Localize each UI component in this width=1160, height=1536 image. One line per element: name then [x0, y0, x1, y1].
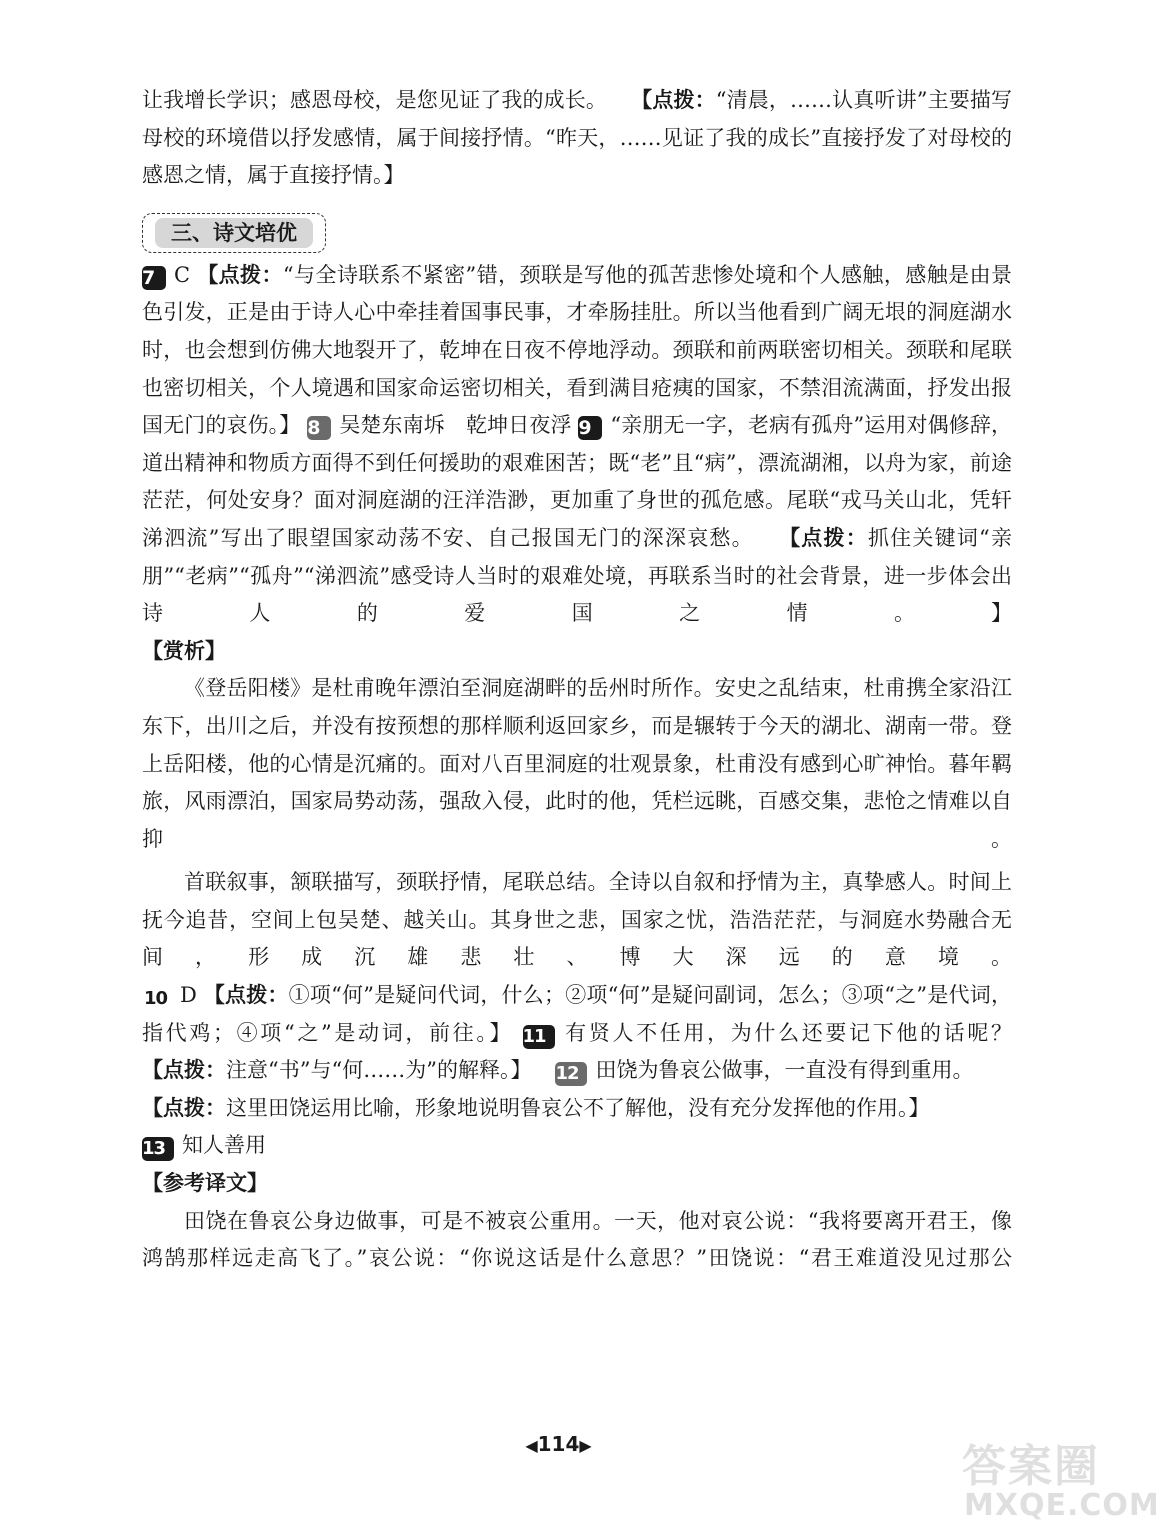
q12-hint-label: 【点拨：	[142, 1095, 226, 1120]
q9-answer: “亲朋无一字，老病有孤舟”运用对偶修辞，道出精神和物质方面得不到任何援助的艰难困苦；既“老”且“病”，漂流湖湘，以舟为家，前途茫茫，何处安身？面对洞庭湖的汪洋浩渺，更加重了身世的孤危感。尾联“戎马关山北，凭轩涕泗流”写出了眼望国家动荡不安、自己报国无门的深深哀愁。	[142, 413, 1012, 550]
question-7-block	[142, 257, 1012, 633]
q12-hint: 这里田饶运用比喻，形象地说明鲁哀公不了解他，没有充分发挥他的作用。】	[226, 1095, 930, 1120]
q11-hint: 注意“书”与“何……为”的解释。】	[226, 1058, 532, 1083]
question-11-hint-line	[142, 1052, 1012, 1090]
intro-text: 让我增长学识；感恩母校，是您见证了我的成长。	[142, 88, 608, 112]
page-number-text: 114	[537, 1432, 580, 1456]
appreciation-label: 【赏析】	[142, 638, 226, 663]
q9-hint: 抓住关键词“亲朋”“老病”“孤舟”“涕泗流”感受诗人当时的艰难处境，再联系当时的社会背景，进一步体会出诗人的爱国之情。】	[142, 525, 1012, 626]
page-number-left-mark: ◀	[525, 1436, 538, 1455]
hint-label: 【点拨：	[631, 88, 716, 112]
q8-answer: 吴楚东南坼 乾坤日夜浮	[339, 413, 572, 438]
q12-answer: 田饶为鲁哀公做事，一直没有得到重用。	[595, 1058, 974, 1083]
appreciation-paragraph-1: 《登岳阳楼》是杜甫晚年漂泊至洞庭湖畔的岳州时所作。安史之乱结束，杜甫携全家沿江东下，出川之后，并没有按预想的那样顺利返回家乡，而是辗转于今天的湖北、湖南一带。登上岳阳楼，他的心情是沉痛的。面对八百里洞庭的壮观景象，杜甫没有感到心旷神怡。暮年羁旅，风雨漂泊，国家局势动荡，强敌入侵，此时的他，凭栏远眺，百感交集，悲怆之情难以自抑。	[142, 676, 1012, 851]
question-number-8: 8	[307, 416, 331, 440]
watermark-logo	[960, 1430, 1160, 1525]
q10-hint: ①项“何”是疑问代词，什么；②项“何”是疑问副词，怎么；③项“之”是代词，指代鸡；④项“之”是动词，前往。】	[142, 983, 1012, 1045]
appreciation-paragraph-2: 首联叙事，颔联描写，颈联抒情，尾联总结。全诗以自叙和抒情为主，真挚感人。时间上抚今追昔，空间上包吴楚、越关山。其身世之悲，国家之忧，浩浩茫茫，与洞庭水势融合无间，形成沉雄悲壮、博大深远的意境。	[142, 870, 1012, 970]
section-heading	[142, 213, 326, 253]
page-number-right-mark: ▶	[579, 1436, 592, 1455]
question-number-13: 13	[142, 1137, 174, 1161]
page-body	[142, 82, 1012, 1278]
q10-hint-label: 【点拨：	[203, 983, 289, 1008]
q7-hint-label: 【点拨：	[197, 262, 283, 287]
translation-paragraph-1: 田饶在鲁哀公身边做事，可是不被哀公重用。一天，他对哀公说：“我将要离开君王，像鸿鹄那样远走高飞了。”哀公说：“你说这话是什么意思？”田饶说：“君王难道没见过那公	[142, 1208, 1012, 1271]
q11-hint-label: 【点拨：	[142, 1058, 226, 1083]
watermark-logo-text: 答案圈	[962, 1441, 1100, 1492]
question-13-block	[142, 1127, 1012, 1165]
q10-answer: D	[180, 983, 197, 1008]
watermark-site-text: MXQE.COM	[964, 1488, 1160, 1523]
question-number-9: 9	[578, 416, 602, 440]
intro-paragraph	[142, 82, 1012, 195]
translation-label: 【参考译文】	[142, 1171, 268, 1196]
q13-answer: 知人善用	[182, 1133, 266, 1158]
question-number-7: 7	[142, 266, 166, 290]
q11-answer: 有贤人不任用，为什么还要记下他的话呢？	[562, 1020, 1012, 1045]
intro-hint: “清晨，……认真听讲”主要描写母校的环境借以抒发感情，属于间接抒情。“昨天，……见证了我的成长”直接抒发了对母校的感恩之情，属于直接抒情。】	[142, 88, 1013, 188]
question-number-10: 10	[142, 987, 172, 1011]
question-number-11: 11	[523, 1025, 555, 1049]
q9-hint-label: 【点拨：	[777, 525, 868, 550]
q7-answer: C	[174, 262, 191, 287]
q7-hint: “与全诗联系不紧密”错，颈联是写他的孤苦悲惨处境和个人感触，感触是由景色引发，正是由于诗人心中牵挂着国事民事，才牵肠挂肚。所以当他看到广阔无垠的洞庭湖水时，也会想到仿佛大地裂开了，乾坤在日夜不停地浮动。颈联和前两联密切相关。颈联和尾联也密切相关，个人境遇和国家命运密切相关，看到满目疮痍的国家，不禁泪流满面，抒发出报国无门的哀伤。】	[142, 262, 1013, 438]
question-number-12: 12	[555, 1062, 587, 1086]
section-title: 三、诗文培优	[155, 218, 313, 248]
question-12-hint-line	[142, 1090, 1012, 1128]
page-number	[0, 1432, 1117, 1456]
question-10-block	[142, 977, 1012, 1052]
